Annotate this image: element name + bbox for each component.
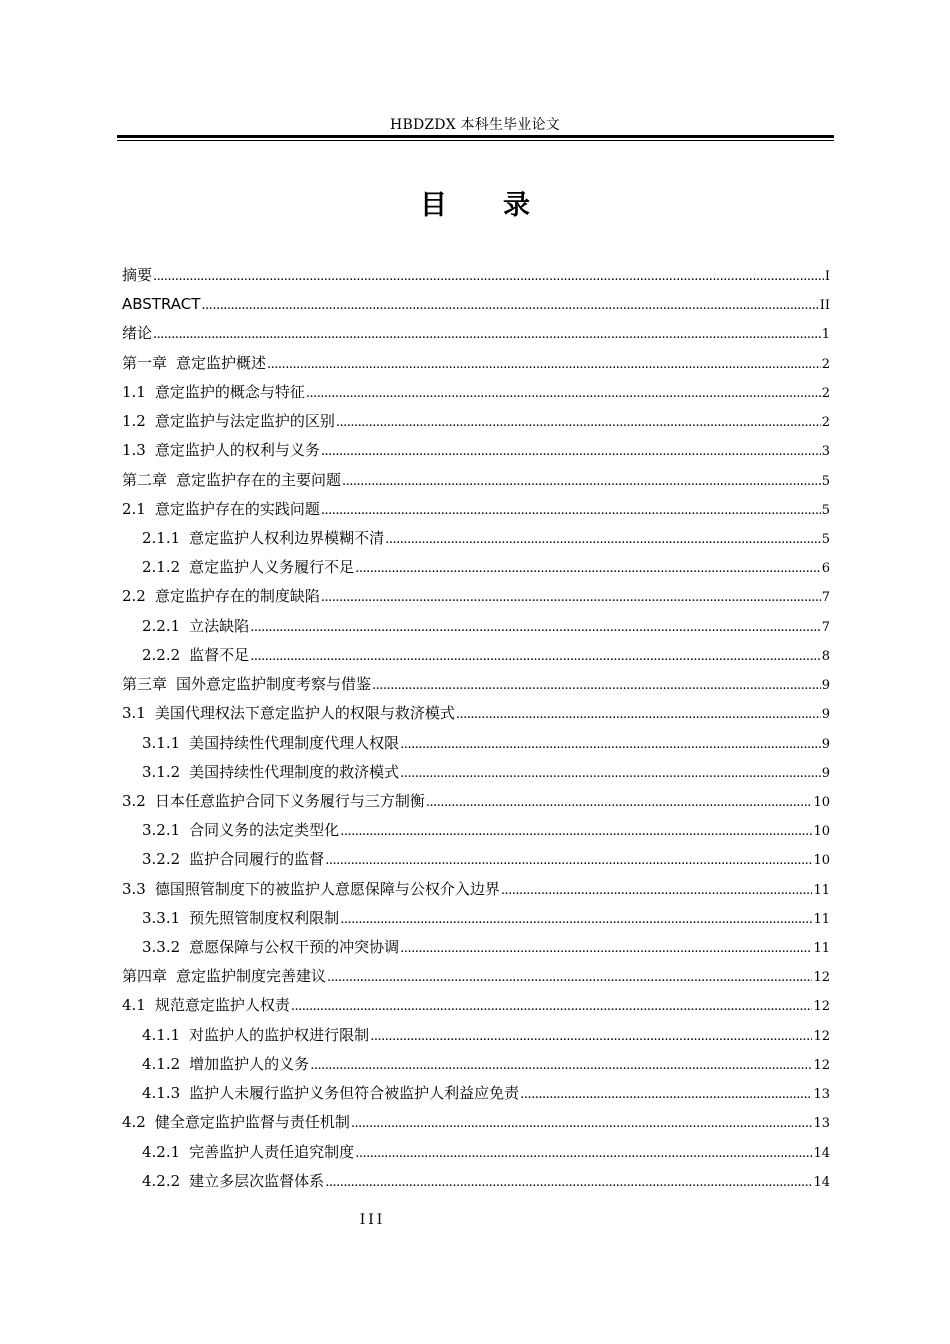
toc-entry-number: 4.2.1 xyxy=(142,1142,181,1161)
toc-entry-page: I xyxy=(824,269,830,284)
toc-entry-title: 德国照管制度下的被监护人意愿保障与公权介入边界 xyxy=(154,879,500,898)
toc-entry[interactable] xyxy=(122,790,830,819)
toc-dot-leader xyxy=(340,909,812,931)
toc-entry[interactable] xyxy=(122,1111,830,1140)
toc-entry-page: 3 xyxy=(821,444,830,460)
toc-entry-title: 意定监护的概念与特征 xyxy=(154,382,305,401)
toc-entry-page: 2 xyxy=(821,415,830,431)
toc-entry-number: 3.1 xyxy=(122,704,146,723)
toc-entry-title: 美国持续性代理制度的救济模式 xyxy=(189,762,400,781)
toc-entry-title: 日本任意监护合同下义务履行与三方制衡 xyxy=(154,791,425,810)
toc-dot-leader xyxy=(400,938,812,960)
toc-entry-title: 健全意定监护监督与责任机制 xyxy=(154,1113,350,1132)
toc-entry-title: 监督不足 xyxy=(189,645,250,664)
toc-entry-title: 绪论 xyxy=(122,324,153,343)
toc-entry-page: 14 xyxy=(813,1174,830,1190)
toc-entry[interactable] xyxy=(122,907,830,936)
toc-entry[interactable] xyxy=(122,527,830,556)
toc-entry-number: 2.2 xyxy=(122,587,146,606)
toc-entry-title: 美国代理权法下意定监护人的权限与救济模式 xyxy=(154,704,455,723)
toc-entry[interactable] xyxy=(122,585,830,614)
toc-dot-leader xyxy=(321,441,821,463)
toc-dot-leader xyxy=(385,529,821,551)
toc-entry-number: 第四章 xyxy=(122,967,168,986)
toc-dot-leader xyxy=(501,880,813,902)
toc-entry-title: 合同义务的法定类型化 xyxy=(189,821,340,840)
toc-entry[interactable] xyxy=(122,264,830,293)
toc-entry-number: 2.1.2 xyxy=(142,558,181,577)
toc-entry-page: 6 xyxy=(821,561,830,577)
toc-dot-leader xyxy=(291,996,813,1018)
toc-dot-leader xyxy=(340,821,812,843)
toc-entry[interactable] xyxy=(122,293,830,322)
toc-entry-number: 4.2.2 xyxy=(142,1171,181,1190)
toc-entry-number: 3.1.2 xyxy=(142,762,181,781)
toc-entry-number: 第三章 xyxy=(122,675,168,694)
toc-entry-page: 5 xyxy=(821,473,830,489)
toc-entry[interactable] xyxy=(122,1053,830,1082)
toc-entry-page: 2 xyxy=(821,385,830,401)
toc-entry-page: 14 xyxy=(813,1145,830,1161)
toc-dot-leader xyxy=(342,471,821,493)
toc-dot-leader xyxy=(153,324,821,346)
toc-entry-number: 2.1 xyxy=(122,499,146,518)
toc-entry[interactable] xyxy=(122,556,830,585)
toc-entry-number: 2.2.2 xyxy=(142,645,181,664)
toc-dot-leader xyxy=(325,1172,812,1194)
toc-entry[interactable] xyxy=(122,1141,830,1170)
toc-list xyxy=(122,264,830,1199)
toc-entry-page: 13 xyxy=(813,1087,830,1103)
toc-entry-page: 10 xyxy=(813,794,830,810)
toc-entry-title: 意定监护与法定监护的区别 xyxy=(154,412,335,431)
toc-entry-page: 11 xyxy=(813,941,830,957)
toc-dot-leader xyxy=(456,704,821,726)
toc-entry[interactable] xyxy=(122,381,830,410)
toc-entry-title: 意定监护存在的主要问题 xyxy=(176,470,342,489)
toc-dot-leader xyxy=(325,850,812,872)
toc-entry-title: 意定监护人义务履行不足 xyxy=(189,558,355,577)
toc-dot-leader xyxy=(250,646,821,668)
toc-entry-number: 4.1.3 xyxy=(142,1084,181,1103)
toc-entry-number: 1.2 xyxy=(122,412,146,431)
toc-entry[interactable] xyxy=(122,702,830,731)
toc-dot-leader xyxy=(355,1143,812,1165)
toc-entry[interactable] xyxy=(122,615,830,644)
toc-entry[interactable] xyxy=(122,644,830,673)
toc-entry-number: 4.2 xyxy=(122,1113,146,1132)
toc-entry-title: 立法缺陷 xyxy=(189,616,250,635)
toc-dot-leader xyxy=(306,383,821,405)
toc-entry-page: 1 xyxy=(821,327,830,343)
toc-entry[interactable] xyxy=(122,1170,830,1199)
toc-entry-number: 4.1.1 xyxy=(142,1025,181,1044)
toc-entry-title: 摘要 xyxy=(122,266,153,284)
toc-entry-number: 3.3 xyxy=(122,879,146,898)
toc-dot-leader xyxy=(400,763,821,785)
toc-entry[interactable] xyxy=(122,761,830,790)
toc-entry-page: 11 xyxy=(813,882,830,898)
toc-entry[interactable] xyxy=(122,322,830,351)
toc-dot-leader xyxy=(310,1055,812,1077)
toc-entry-page: 12 xyxy=(813,999,830,1015)
toc-entry[interactable] xyxy=(122,819,830,848)
toc-entry-number: 3.2.2 xyxy=(142,850,181,869)
toc-entry[interactable] xyxy=(122,1024,830,1053)
toc-entry-number: 2.2.1 xyxy=(142,616,181,635)
toc-entry[interactable] xyxy=(122,965,830,994)
toc-entry-title: 监护合同履行的监督 xyxy=(189,850,325,869)
toc-entry[interactable] xyxy=(122,469,830,498)
toc-entry[interactable] xyxy=(122,410,830,439)
toc-dot-leader xyxy=(520,1084,812,1106)
toc-entry-page: 2 xyxy=(821,356,830,372)
toc-dot-leader xyxy=(372,675,821,697)
toc-entry-number: 3.3.1 xyxy=(142,908,181,927)
toc-entry-page: 9 xyxy=(821,765,830,781)
toc-dot-leader xyxy=(321,587,821,609)
toc-dot-leader xyxy=(351,1113,813,1135)
toc-entry-number: 第二章 xyxy=(122,470,168,489)
toc-entry-page: 7 xyxy=(821,619,830,635)
toc-entry-page: 10 xyxy=(813,824,830,840)
header-rule-thin xyxy=(117,140,834,141)
toc-entry-title: 美国持续性代理制度代理人权限 xyxy=(189,733,400,752)
toc-entry[interactable] xyxy=(122,994,830,1023)
toc-entry-number: 1.3 xyxy=(122,441,146,460)
toc-entry-number: 2.1.1 xyxy=(142,528,181,547)
toc-entry-number: 3.1.1 xyxy=(142,733,181,752)
toc-entry-title: 规范意定监护人权责 xyxy=(154,996,290,1015)
toc-entry-title: 意定监护概述 xyxy=(176,353,267,372)
toc-dot-leader xyxy=(250,617,821,639)
toc-entry-page: 9 xyxy=(821,678,830,694)
toc-dot-leader xyxy=(321,500,821,522)
toc-dot-leader xyxy=(327,967,812,989)
toc-entry[interactable] xyxy=(122,732,830,761)
toc-entry-title: 意定监护存在的实践问题 xyxy=(154,499,320,518)
toc-dot-leader xyxy=(426,792,813,814)
toc-dot-leader xyxy=(355,558,821,580)
toc-dot-leader xyxy=(400,734,821,756)
toc-entry-number: 第一章 xyxy=(122,353,168,372)
toc-entry[interactable] xyxy=(122,498,830,527)
toc-entry-title: ABSTRACT xyxy=(122,295,201,314)
toc-title: 目录 xyxy=(420,190,586,221)
toc-entry-page: II xyxy=(819,298,830,314)
toc-entry-number: 3.2 xyxy=(122,791,146,810)
toc-entry-title: 意定监护人的权利与义务 xyxy=(154,441,320,460)
toc-entry-page: 9 xyxy=(821,707,830,723)
running-header: HBDZDX 本科生毕业论文 xyxy=(390,117,560,133)
toc-entry-number: 3.2.1 xyxy=(142,821,181,840)
toc-dot-leader xyxy=(370,1026,812,1048)
toc-entry-number: 4.1.2 xyxy=(142,1054,181,1073)
toc-entry-page: 9 xyxy=(821,736,830,752)
toc-entry-page: 12 xyxy=(813,1057,830,1073)
toc-dot-leader xyxy=(201,295,818,317)
toc-entry-title: 对监护人的监护权进行限制 xyxy=(189,1025,370,1044)
toc-dot-leader xyxy=(267,354,821,376)
toc-entry-page: 12 xyxy=(813,970,830,986)
toc-entry-page: 7 xyxy=(821,590,830,606)
toc-entry-title: 意定监护存在的制度缺陷 xyxy=(154,587,320,606)
toc-entry[interactable] xyxy=(122,352,830,381)
toc-entry-title: 预先照管制度权利限制 xyxy=(189,908,340,927)
toc-entry[interactable] xyxy=(122,936,830,965)
toc-entry-page: 10 xyxy=(813,853,830,869)
toc-entry-page: 12 xyxy=(813,1028,830,1044)
header-rule-thick xyxy=(117,135,834,138)
toc-entry-title: 国外意定监护制度考察与借鉴 xyxy=(176,675,372,694)
toc-dot-leader xyxy=(336,412,821,434)
toc-entry-page: 8 xyxy=(821,648,830,664)
toc-entry-page: 11 xyxy=(813,911,830,927)
toc-entry-title: 增加监护人的义务 xyxy=(189,1054,310,1073)
toc-entry[interactable] xyxy=(122,1082,830,1111)
toc-entry-title: 意定监护人权利边界模糊不清 xyxy=(189,528,385,547)
toc-dot-leader xyxy=(153,266,824,288)
toc-entry-title: 监护人未履行监护义务但符合被监护人利益应免责 xyxy=(189,1084,520,1103)
toc-entry-number: 1.1 xyxy=(122,382,146,401)
toc-entry[interactable] xyxy=(122,673,830,702)
toc-entry-page: 5 xyxy=(821,502,830,518)
page-number: III xyxy=(359,1212,386,1228)
toc-entry-title: 完善监护人责任追究制度 xyxy=(189,1142,355,1161)
toc-entry-number: 4.1 xyxy=(122,996,146,1015)
toc-entry[interactable] xyxy=(122,878,830,907)
toc-entry-number: 3.3.2 xyxy=(142,938,181,957)
toc-entry-title: 建立多层次监督体系 xyxy=(189,1171,325,1190)
toc-entry-page: 5 xyxy=(821,531,830,547)
toc-entry[interactable] xyxy=(122,439,830,468)
toc-entry[interactable] xyxy=(122,848,830,877)
toc-entry-title: 意定监护制度完善建议 xyxy=(176,967,327,986)
toc-entry-page: 13 xyxy=(813,1116,830,1132)
toc-entry-title: 意愿保障与公权干预的冲突协调 xyxy=(189,938,400,957)
